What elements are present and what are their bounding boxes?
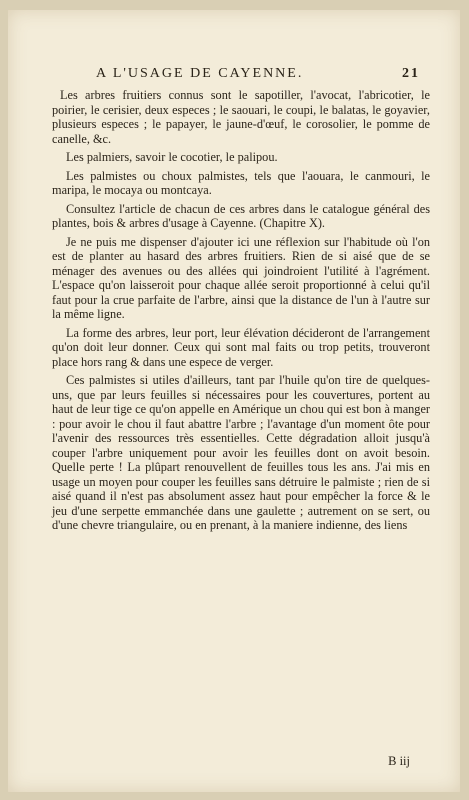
paragraph: La forme des arbres, leur port, leur élévation décideront de l'arrangement qu'on doit leur donner. Ceux qui sont mal faits ou trop petits, trouveront place hors rang & dans une espece de verger. xyxy=(52,325,430,369)
running-head xyxy=(8,66,460,86)
running-head-title: A L'USAGE DE CAYENNE. xyxy=(96,66,304,81)
paragraph: Ces palmistes si utiles d'ailleurs, tant par l'huile qu'on tire de quelques-uns, que par leurs feuilles si nécessaires pour les couvertures, portent au haut de leur tige ce qu'on appelle en Amérique un chou qui est bon à manger : pour avoir le chou il faut abattre l'arbre ; l'avantage d'un moment ôte pour l'avenir des ressources très essentielles. Cette dégradation alloit jusqu'à couper l'arbre uniquement pour avoir les feuilles dont on avoit besoin. Quelle perte ! La plûpart renouvellent de feuilles tous les ans. J'ai mis en usage un moyen pour couper les feuilles sans détruire le palmiste ; rien de si aisé quand il n'est pas absolument assez haut pour empêcher la force & le jeu d'une serpette emmanchée dans une gaulette ; autrement on se sert, ou d'une chevre triangulaire, ou en prenant, à la maniere indienne, des liens xyxy=(52,373,430,532)
paragraph: Les palmistes ou choux palmistes, tels que l'aouara, le canmouri, le maripa, le mocaya ou montcaya. xyxy=(52,168,430,197)
body-text xyxy=(52,88,430,537)
paragraph: Les arbres fruitiers connus sont le sapotiller, l'avocat, l'abricotier, le poirier, le cerisier, deux especes ; le saouari, le coupi, le balatas, le goyavier, plusieurs especes ; le papayer, le jaune-d'œuf, le corosolier, le pomme de canelle, &c. xyxy=(52,88,430,146)
paragraph: Les palmiers, savoir le cocotier, le palipou. xyxy=(66,150,278,164)
book-page xyxy=(8,10,460,792)
signature-mark: B iij xyxy=(388,754,410,768)
page-number: 21 xyxy=(402,66,420,81)
paragraph: Consultez l'article de chacun de ces arbres dans le catalogue général des plantes, bois & arbres d'usage à Cayenne. (Chapitre X). xyxy=(52,201,430,230)
paragraph: Je ne puis me dispenser d'ajouter ici une réflexion sur l'habitude où l'on est de planter au hasard des arbres fruitiers. Rien de si aisé que de se ménager des avenues ou des allées qui joindroient l'utilité à l'agrément. L'espace qu'on laisseroit pour chaque allée seroit proportionné à celui qu'il faut pour la crue parfaite de l'arbre, ainsi que la distance de l'un à l'autre sur la même ligne. xyxy=(52,234,430,321)
